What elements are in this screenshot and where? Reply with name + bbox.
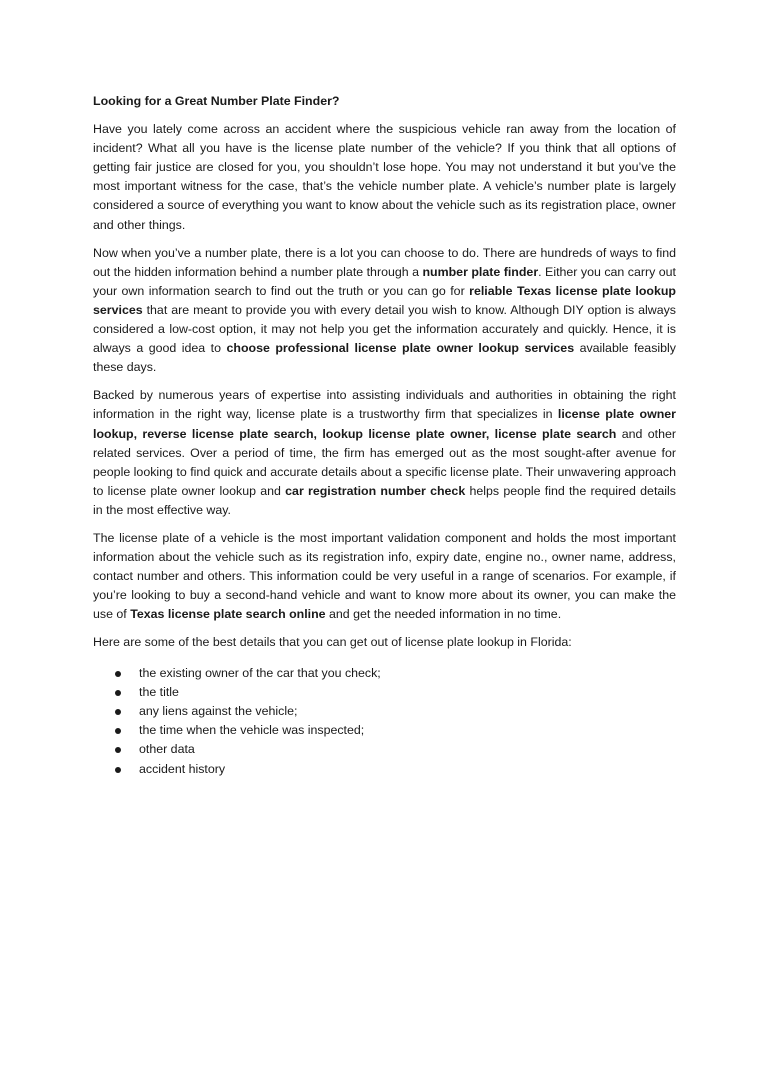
bullet-icon — [115, 767, 121, 773]
paragraph-list — [93, 120, 676, 652]
paragraph-text: Here are some of the best details that you can get out of license plate lookup in Florida: — [93, 635, 572, 650]
body-paragraph — [93, 120, 676, 235]
bullet-text: the title — [139, 684, 179, 699]
details-bullet-list — [93, 664, 676, 779]
bullet-icon — [115, 671, 121, 677]
bullet-text: other data — [139, 742, 195, 757]
paragraph-text: and get the needed information in no time. — [325, 607, 562, 622]
bullet-item — [93, 760, 676, 779]
paragraph-text: that are meant to provide you with every detail you wish to know. Although DIY option is always considered a low-cost option, it may not help you get the information accurately and quickly. Hence, it is always a good idea to — [93, 302, 676, 356]
bold-keyword: car registration number check — [285, 483, 466, 498]
bullet-icon — [115, 747, 121, 753]
paragraph-text: and other related services. Over a period of time, the firm has emerged out as the most sought-after avenue for people looking to find quick and accurate details about a specific license plate. Their unwavering approach to license plate owner lookup and — [93, 426, 676, 498]
bullet-text: any liens against the vehicle; — [139, 703, 298, 718]
bullet-item — [93, 664, 676, 683]
paragraph-text: Have you lately come across an accident where the suspicious vehicle ran away from the location of incident? What all you have is the license plate number of the vehicle? If you think that all options of getting fair justice are closed for you, you shouldn’t lose hope. You may not understand it but you’ve the most important witness for the case, that’s the vehicle number plate. A vehicle’s number plate is largely considered a source of everything you want to know about the vehicle such as its registration place, owner and other things. — [93, 122, 676, 232]
bullet-icon — [115, 728, 121, 734]
paragraph-text: available feasibly these days. — [93, 341, 676, 375]
bullet-text: the existing owner of the car that you check; — [139, 665, 381, 680]
document-title: Looking for a Great Number Plate Finder? — [93, 94, 340, 108]
paragraph-text: Now when you’ve a number plate, there is a lot you can choose to do. There are hundreds of ways to find out the hidden information behind a number plate through a — [93, 245, 676, 279]
body-paragraph — [93, 633, 676, 652]
body-paragraph — [93, 244, 676, 378]
bullet-text: the time when the vehicle was inspected; — [139, 723, 365, 738]
paragraph-text: helps people find the required details in the most effective way. — [93, 483, 676, 517]
bold-keyword: license plate owner lookup, reverse license plate search, lookup license plate owner, license plate search — [93, 407, 676, 441]
bullet-item — [93, 702, 676, 721]
body-paragraph — [93, 529, 676, 624]
bullet-text: accident history — [139, 761, 226, 776]
bullet-icon — [115, 690, 121, 696]
document-body — [93, 92, 676, 779]
bold-keyword: Texas license plate search online — [130, 607, 326, 622]
bullet-item — [93, 740, 676, 759]
bullet-icon — [115, 709, 121, 715]
bullet-item — [93, 721, 676, 740]
bold-keyword: number plate finder — [422, 264, 539, 279]
paragraph-text: . Either you can carry out your own information search to find out the truth or you can go for — [93, 264, 676, 298]
paragraph-text: Backed by numerous years of expertise into assisting individuals and authorities in obtaining the right information in the right way, license plate is a trustworthy firm that specializes in — [93, 388, 676, 422]
paragraph-text: The license plate of a vehicle is the most important validation component and holds the most important information about the vehicle such as its registration info, expiry date, engine no., owner name, address, contact number and others. This information could be very useful in a range of scenarios. For example, if you’re looking to buy a second-hand vehicle and want to know more about its owner, you can make the use of — [93, 530, 676, 622]
bold-keyword: choose professional license plate owner lookup services — [226, 341, 575, 356]
bold-keyword: reliable Texas license plate lookup services — [93, 283, 677, 317]
body-paragraph — [93, 386, 676, 520]
bullet-item — [93, 683, 676, 702]
